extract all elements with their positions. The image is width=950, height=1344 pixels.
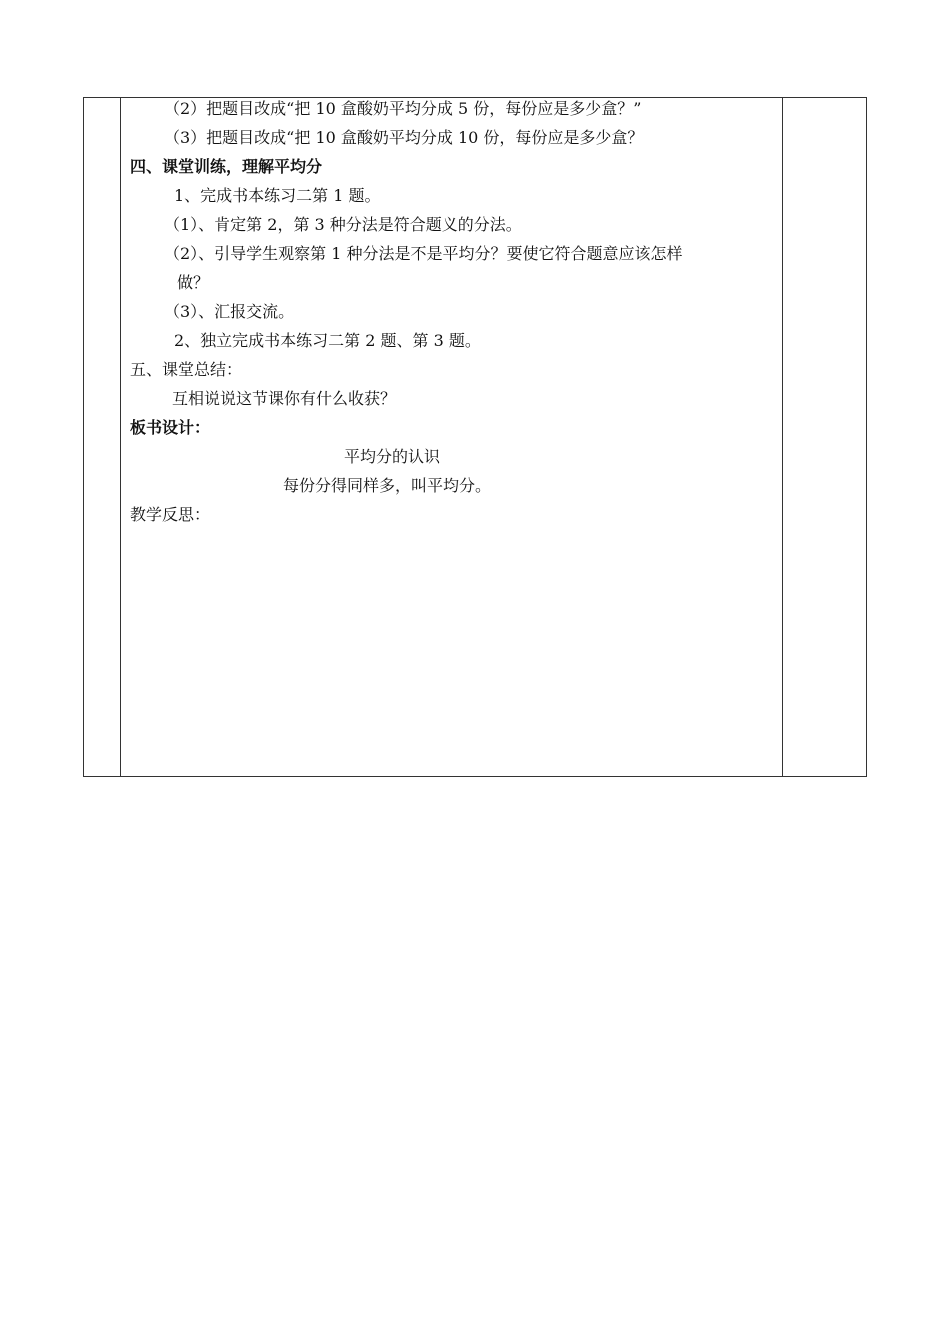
reflection-heading: 教学反思： — [130, 505, 211, 524]
board-design-heading: 板书设计： — [130, 418, 211, 437]
section-heading-training: 四、课堂训练，理解平均分 — [130, 157, 323, 176]
table-right-column-divider — [782, 98, 783, 776]
text-line: 互相说说这节课你有什么收获？ — [172, 389, 397, 408]
board-title: 平均分的认识 — [344, 447, 441, 466]
text-line: （1）、肯定第 2，第 3 种分法是符合题义的分法。 — [164, 215, 522, 234]
text-line: （3）把题目改成“把 10 盒酸奶平均分成 10 份，每份应是多少盒？ — [164, 128, 644, 147]
text-line: 做？ — [177, 273, 210, 292]
text-line: 1、完成书本练习二第 1 题。 — [174, 186, 381, 205]
text-line: （2）、引导学生观察第 1 种分法是不是平均分？要使它符合题意应该怎样 — [164, 244, 683, 263]
text-line: （3）、汇报交流。 — [164, 302, 295, 321]
text-line: （2）把题目改成“把 10 盒酸奶平均分成 5 份，每份应是多少盒？” — [164, 99, 642, 118]
board-text: 每份分得同样多，叫平均分。 — [283, 476, 492, 495]
table-left-column-divider — [120, 98, 121, 776]
text-line: 2、独立完成书本练习二第 2 题、第 3 题。 — [174, 331, 481, 350]
section-heading-summary: 五、课堂总结： — [130, 360, 243, 379]
